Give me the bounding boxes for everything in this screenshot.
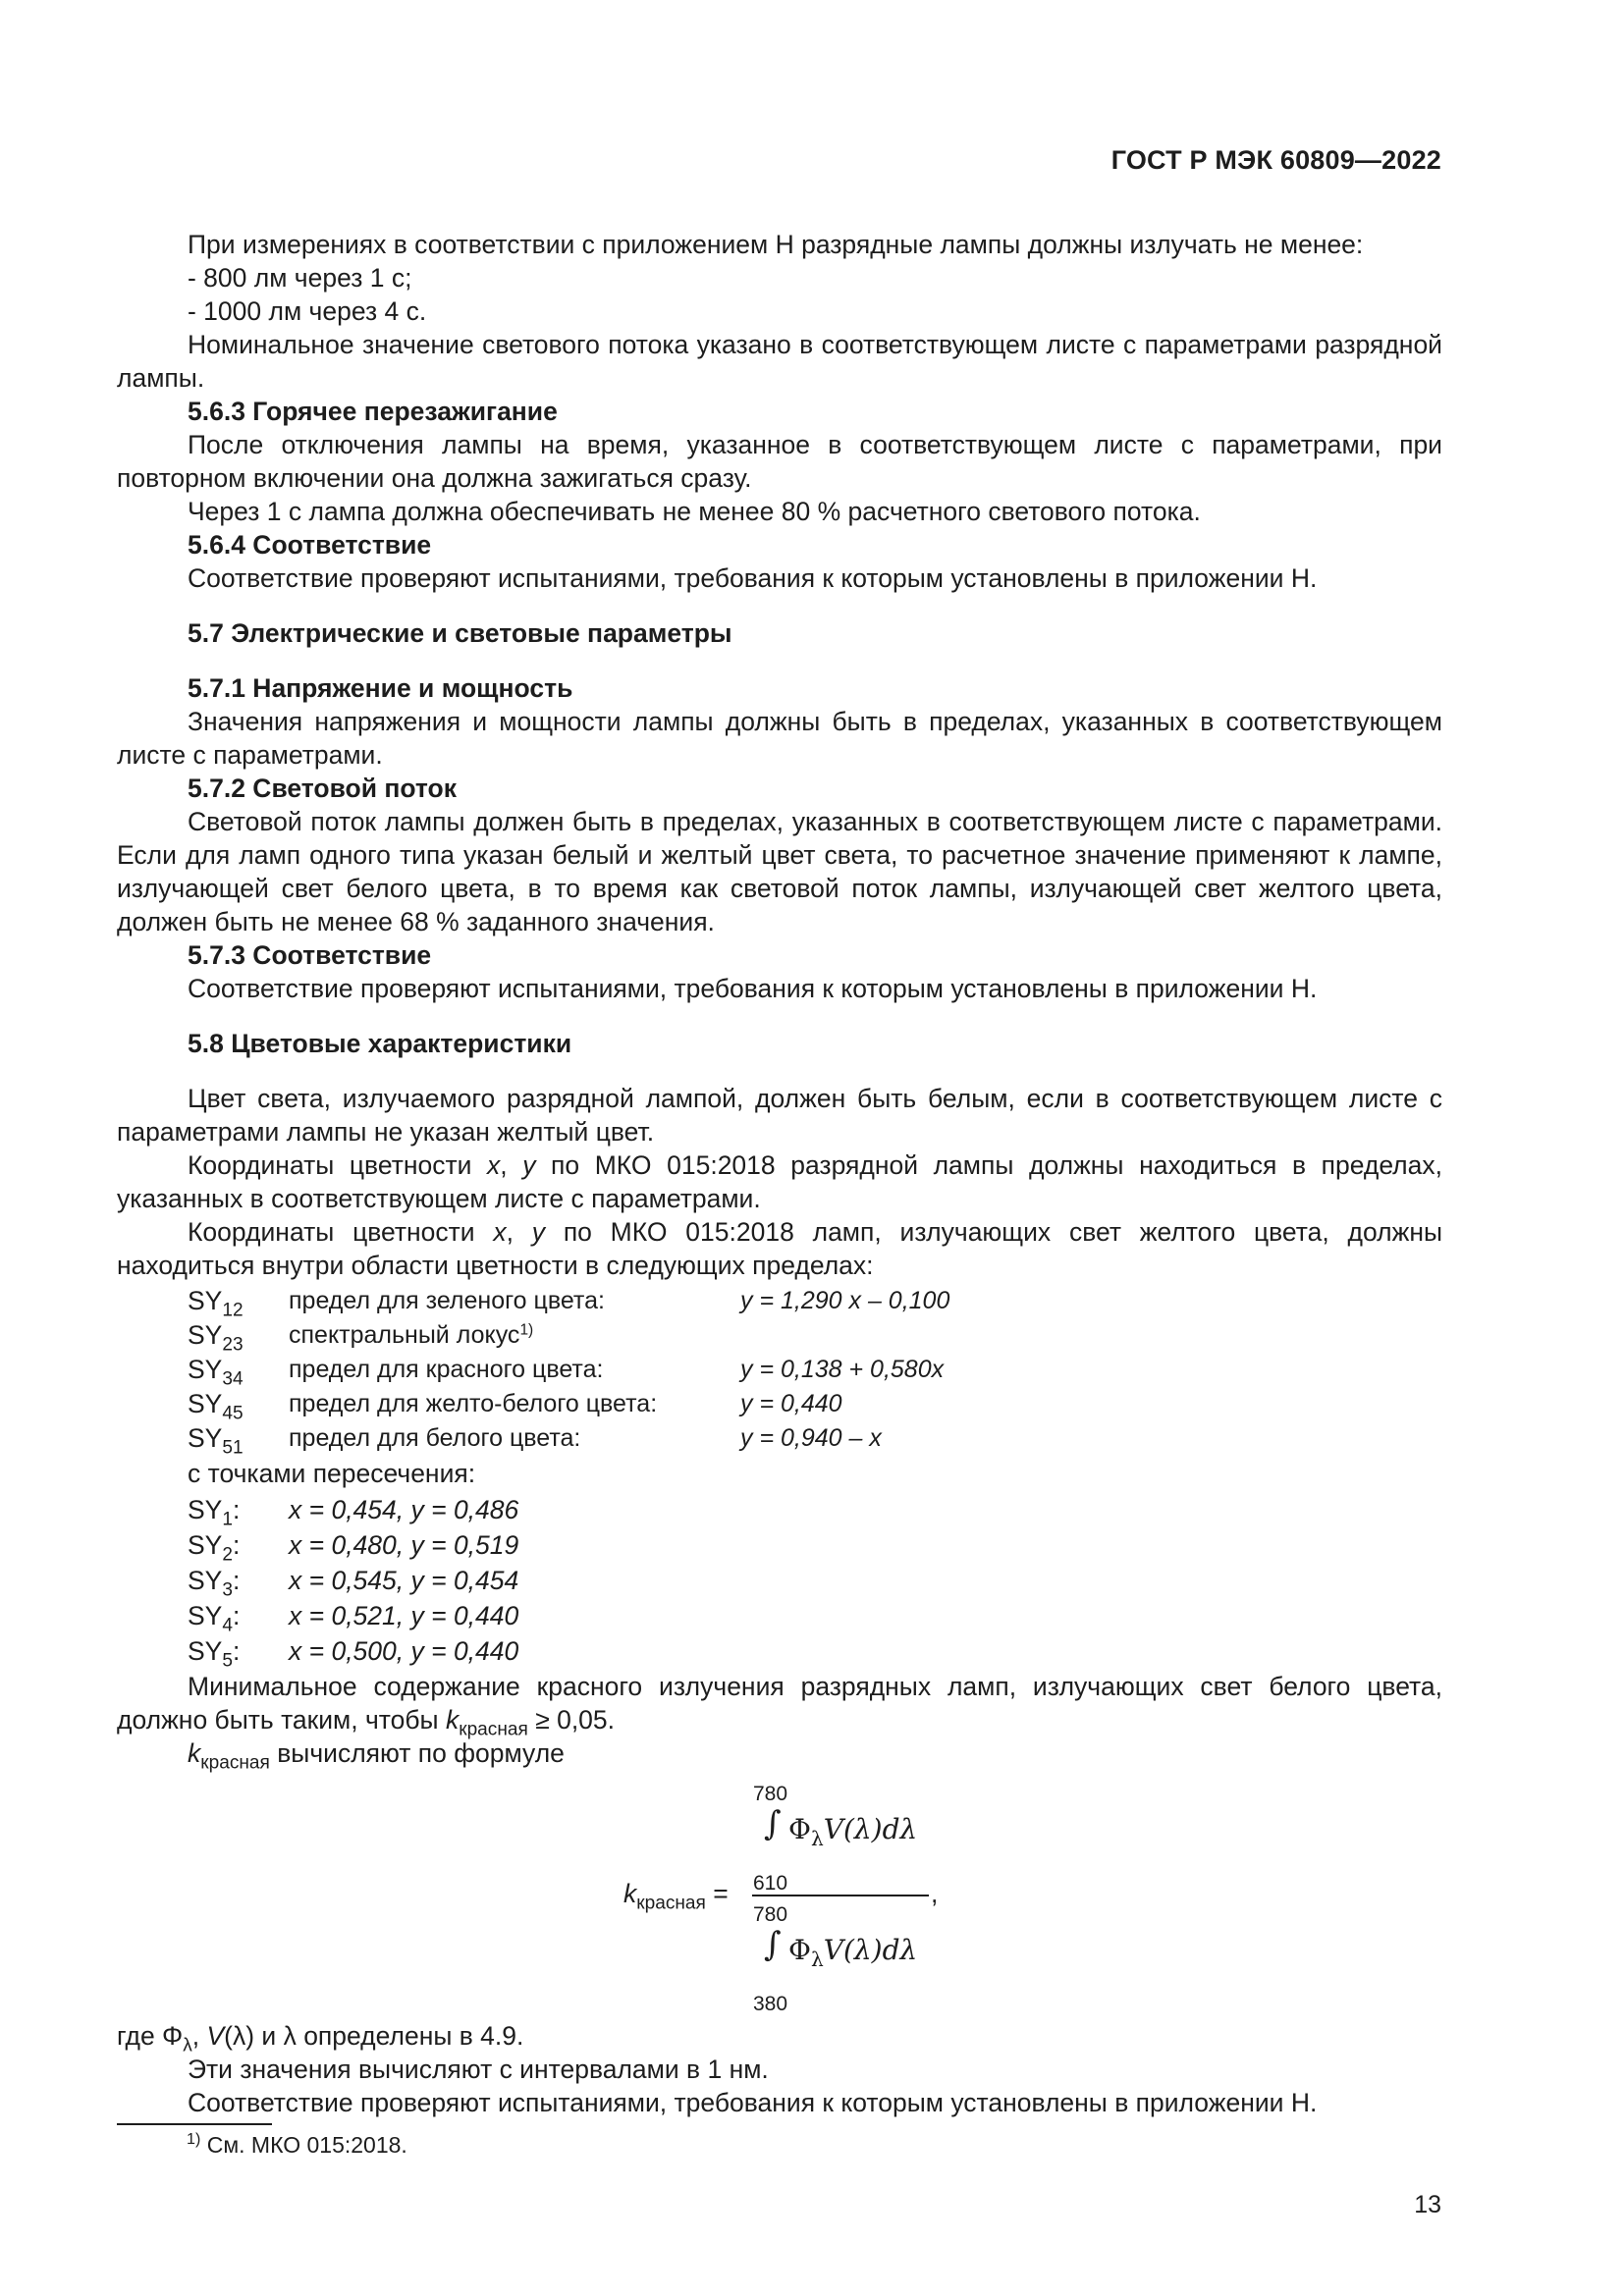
paragraph: Через 1 с лампа должна обеспечивать не менее 80 % расчетного светового потока.: [188, 497, 1201, 526]
paragraph: Координаты цветности x, y по МКО 015:2018 разрядной лампы должны находиться в пределах, указанных в соответствующем листе с параметрами.: [117, 1150, 1442, 1213]
point-row: $SY_2$: x = 0,480, y = 0,519: [188, 1530, 519, 1566]
paragraph: Координаты цветности x, y по МКО 015:2018 ламп, излучающих свет желтого цвета, должны находиться внутри области цветности в следующих пределах:: [117, 1217, 1443, 1280]
paragraph: После отключения лампы на время, указанное в соответствующем листе с параметрами, при повторном включении она должна зажигаться сразу.: [117, 430, 1442, 493]
section-heading: 5.7.2 Световой поток: [188, 774, 457, 803]
integral-upper-limit: 780: [753, 1783, 788, 1805]
paragraph: Соответствие проверяют испытаниями, требования к которым установлены в приложении Н.: [188, 974, 1318, 1003]
point-row: $SY_4$: x = 0,521, y = 0,440: [188, 1601, 519, 1636]
point-row: $SY_5$: x = 0,500, y = 0,440: [188, 1636, 519, 1672]
point-row: $SY_3$: x = 0,545, y = 0,454: [188, 1566, 519, 1601]
limit-row: $SY_{45}$ предел для желто-белого цвета: y = 0,440: [188, 1389, 842, 1424]
limits-list: [117, 1284, 1442, 1459]
footnote: $^{1)}$ См. МКО 015:2018.: [187, 2130, 407, 2158]
section-heading: 5.6.4 Соответствие: [188, 530, 432, 560]
page-number: 13: [1414, 2191, 1441, 2218]
paragraph: $k_{красная}$ вычисляют по формуле: [188, 1738, 565, 1774]
paragraph: Номинальное значение светового потока указано в соответствующем листе с параметрами разрядной лампы.: [117, 330, 1442, 393]
section-heading: 5.8 Цветовые характеристики: [188, 1029, 572, 1058]
section-heading: 5.7 Электрические и световые параметры: [188, 618, 732, 648]
paragraph: Цвет света, излучаемого разрядной лампой, должен быть белым, если в соответствующем листе с параметрами лампы не указан желтый цвет.: [117, 1084, 1442, 1147]
integral-lower-limit: 380: [753, 1993, 788, 2015]
section-heading: 5.6.3 Горячее перезажигание: [188, 397, 558, 426]
paragraph: При измерениях в соответствии с приложением Н разрядные лампы должны излучать не менее:: [188, 230, 1364, 259]
limit-formula: y = 1,290 x – 0,100: [740, 1287, 950, 1314]
paragraph: Эти значения вычисляют с интервалами в 1 нм.: [188, 2055, 769, 2084]
limit-row: $SY_{12}$ предел для зеленого цвета: y = 1,290 x – 0,100: [188, 1286, 950, 1321]
list-item: - 800 лм через 1 с;: [188, 263, 412, 293]
footnote-ref: 1): [519, 1321, 534, 1339]
intersection-points: [117, 1493, 1442, 1670]
section-heading: 5.7.3 Соответствие: [188, 940, 432, 970]
paragraph: Значения напряжения и мощности лампы должны быть в пределах, указанных в соответствующем листе с параметрами.: [117, 707, 1442, 770]
point-row: $SY_1$: x = 0,454, y = 0,486: [188, 1495, 519, 1530]
formula-lhs: $k_{красная}$ =: [623, 1879, 729, 1914]
paragraph: Соответствие проверяют испытаниями, требования к которым установлены в приложении Н.: [188, 2088, 1318, 2117]
integral-sign: ∫: [764, 1804, 782, 1843]
integral-lower-limit: 610: [753, 1872, 788, 1895]
integral-sign: ∫: [764, 1925, 782, 1964]
list-item: - 1000 лм через 4 с.: [188, 296, 427, 326]
limit-row: $SY_{23}$ спектральный локус$^{1)}$: [188, 1320, 534, 1356]
footnote-separator: [117, 2123, 272, 2125]
integral-upper-limit: 780: [753, 1903, 788, 1926]
denominator-integrand: $\Phi_\lambda V(\lambda)d\lambda$: [788, 1934, 918, 1972]
numerator-integrand: $\Phi_\lambda V(\lambda)d\lambda$: [788, 1813, 918, 1851]
section-heading: 5.7.1 Напряжение и мощность: [188, 673, 573, 703]
limit-row: $SY_{51}$ предел для белого цвета: y = 0,940 – x: [188, 1423, 882, 1459]
document-body: [117, 228, 1442, 2119]
paragraph: Световой поток лампы должен быть в пределах, указанных в соответствующем листе с параметрами. Если для ламп одного типа указан белый и желтый цвет света, то расчетное значение применяют к лампе, излучающей свет белого цвета, в то время как световой поток лампы, излучающей свет желтого цвета, должен быть не менее 68 % заданного значения.: [117, 807, 1442, 936]
k-red-formula: $k_{красная}$ = 780 ∫ $\Phi_\lambda V(\lambda)d\lambda$ 610 , 780 ∫ $\Phi_\lambda V(\lambda)d\lambda$ 380: [117, 1770, 1442, 2013]
paragraph: Минимальное содержание красного излучения разрядных ламп, излучающих свет белого цвета, должно быть таким, чтобы $k_{красная} \ge 0,05$.: [117, 1672, 1442, 1740]
limit-row: $SY_{34}$ предел для красного цвета: y = 0,138 + 0,580x: [188, 1355, 945, 1390]
paragraph: где $\Phi_\lambda$, V(λ) и λ определены в 4.9.: [117, 2021, 524, 2056]
fraction-bar: [752, 1895, 929, 1896]
paragraph: Соответствие проверяют испытаниями, требования к которым установлены в приложении Н.: [188, 563, 1318, 593]
paragraph: с точками пересечения:: [188, 1459, 476, 1488]
document-header: ГОСТ Р МЭК 60809—2022: [1110, 145, 1441, 175]
